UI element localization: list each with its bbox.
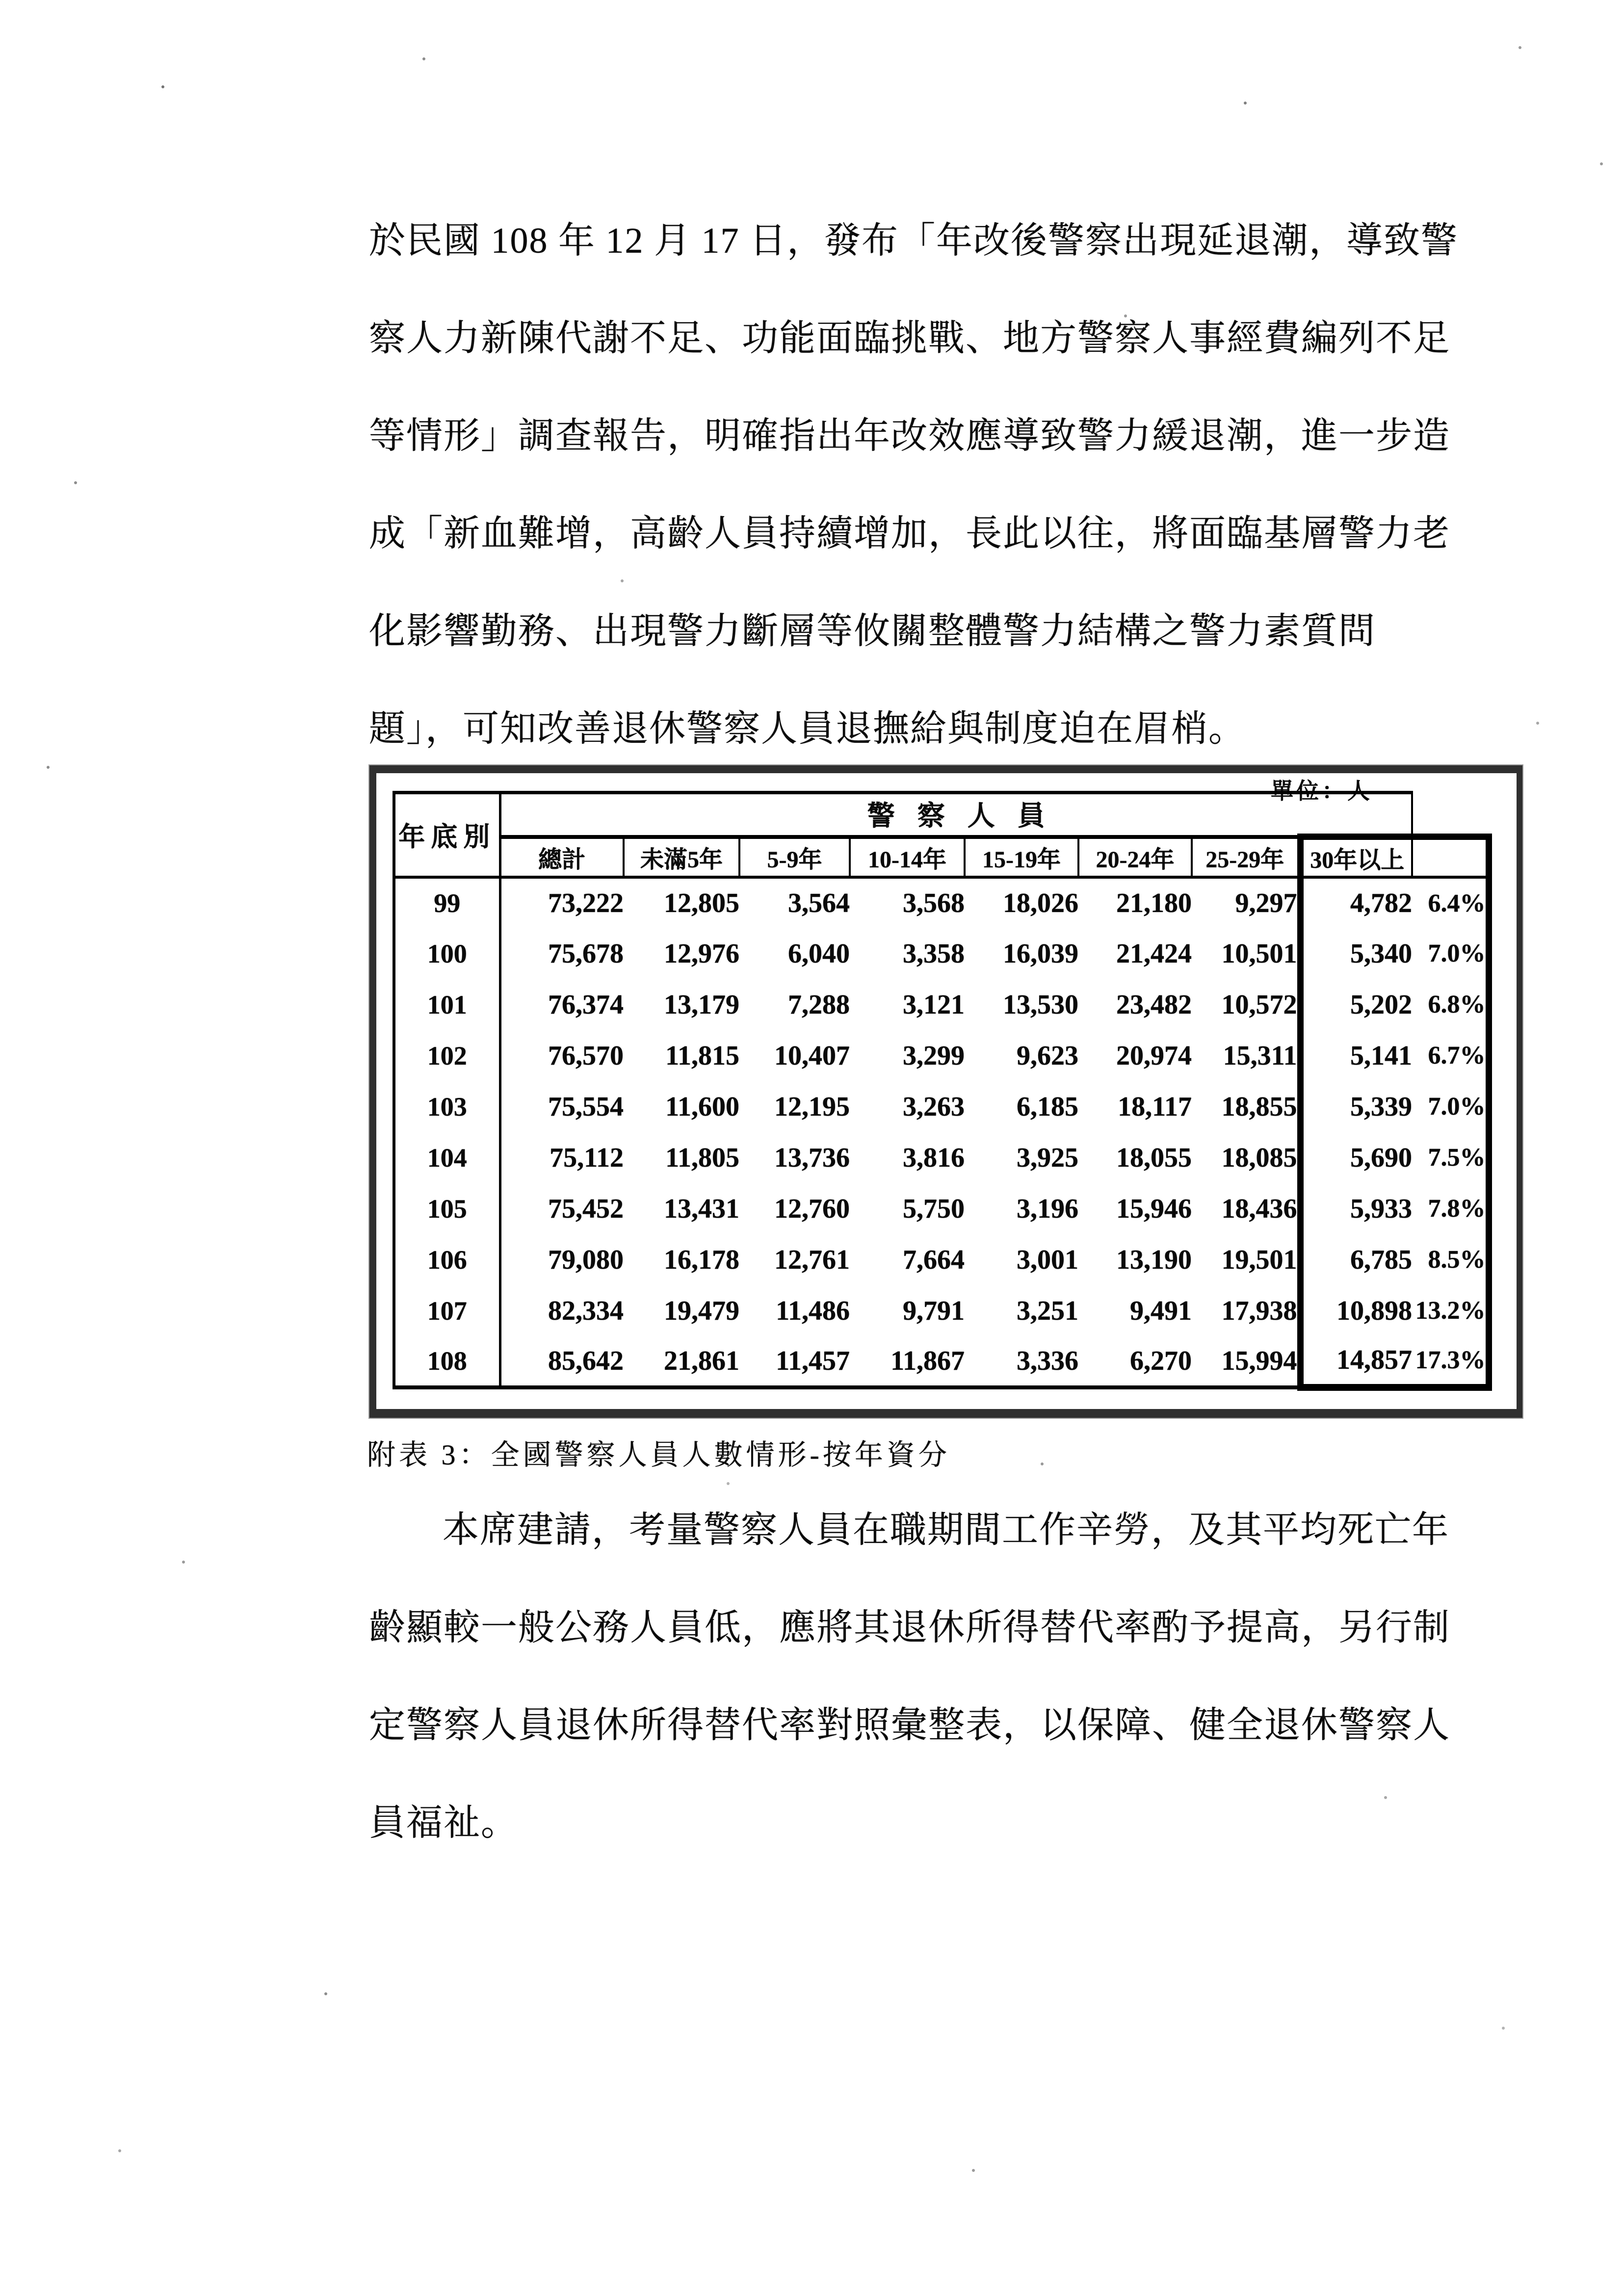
cell-value: 18,055 — [1116, 1142, 1192, 1173]
cell-value: 11,867 — [850, 1336, 965, 1387]
paragraph-line: 察人力新陳代謝不足、功能面臨挑戰、地方警察人事經費編列不足 — [369, 318, 1450, 359]
cell-value: 3,299 — [903, 1040, 965, 1071]
cell-30y-plus: 5,339 — [1300, 1081, 1412, 1132]
cell-value: 10,572 — [1221, 989, 1297, 1020]
cell-value: 3,568 — [903, 888, 965, 918]
cell-year: 99 — [394, 877, 500, 928]
cell-value: 11,486 — [776, 1295, 850, 1326]
cell-year: 100 — [394, 928, 500, 979]
cell-value: 10,501 — [1221, 938, 1297, 969]
paragraph-line: 成「新血難增，高齡人員持續增加，長此以往，將面臨基層警力老 — [369, 514, 1450, 554]
cell-value: 75,554 — [548, 1091, 624, 1122]
table-row — [394, 1183, 1489, 1234]
cell-value: 6,040 — [788, 938, 850, 969]
cell-value: 9,297 — [1235, 888, 1297, 918]
paragraph-line: 定警察人員退休所得替代率對照彙整表，以保障、健全退休警察人 — [369, 1705, 1450, 1746]
cell-value: 23,482 — [1116, 989, 1192, 1020]
cell-30y-plus: 14,857 — [1300, 1336, 1412, 1387]
cell-value: 75,678 — [548, 938, 624, 969]
cell-value: 10,407 — [774, 1040, 850, 1071]
table-row — [394, 979, 1489, 1030]
cell-percent: 7.8% — [1412, 1183, 1489, 1234]
cell-value: 5,750 — [903, 1193, 965, 1224]
cell-year: 104 — [394, 1132, 500, 1183]
table-row — [394, 1336, 1489, 1387]
cell-value: 11,805 — [665, 1142, 739, 1173]
cell-value: 3,358 — [903, 938, 965, 969]
cell-value: 12,760 — [774, 1193, 850, 1224]
cell-value: 73,222 — [548, 888, 624, 918]
paragraph-line: 於民國 108 年 12 月 17 日，發布「年改後警察出現延退潮，導致警 — [369, 221, 1458, 261]
cell-value: 82,334 — [548, 1295, 624, 1326]
cell-value: 21,424 — [1116, 938, 1192, 969]
cell-value: 6,185 — [1017, 1091, 1078, 1122]
cell-percent: 7.5% — [1412, 1132, 1489, 1183]
cell-value: 18,026 — [1003, 888, 1078, 918]
cell-value: 15,994 — [1192, 1336, 1300, 1387]
cell-value: 13,179 — [664, 989, 739, 1020]
table-row — [394, 1132, 1489, 1183]
cell-value: 13,736 — [774, 1142, 850, 1173]
cell-value: 75,452 — [548, 1193, 624, 1224]
cell-value: 11,815 — [665, 1040, 739, 1071]
cell-value: 18,085 — [1221, 1142, 1297, 1173]
col-header-15-19y: 15-19年 — [965, 837, 1078, 877]
paragraph-line: 等情形」調查報告，明確指出年改效應導致警力緩退潮，進一步造 — [369, 416, 1450, 456]
cell-value: 76,570 — [548, 1040, 624, 1071]
cell-30y-plus: 5,141 — [1300, 1030, 1412, 1081]
table-row — [394, 1285, 1489, 1336]
cell-value: 16,039 — [1003, 938, 1078, 969]
scan-noise — [0, 0, 2, 2]
cell-percent: 7.0% — [1412, 1081, 1489, 1132]
cell-value: 13,530 — [1003, 989, 1078, 1020]
cell-value: 19,479 — [664, 1295, 739, 1326]
paragraph-line: 齡顯較一般公務人員低，應將其退休所得替代率酌予提高，另行制 — [369, 1608, 1450, 1648]
paragraph-line: 化影響勤務、出現警力斷層等攸關整體警力結構之警力素質問 — [369, 611, 1376, 652]
col-header-30y-plus: 30年以上 — [1300, 837, 1412, 877]
cell-value: 18,436 — [1221, 1193, 1297, 1224]
cell-value: 9,491 — [1130, 1295, 1192, 1326]
cell-value: 79,080 — [548, 1244, 624, 1275]
cell-30y-plus: 5,933 — [1300, 1183, 1412, 1234]
cell-value: 19,501 — [1221, 1244, 1297, 1275]
cell-value: 3,263 — [903, 1091, 965, 1122]
cell-value: 16,178 — [664, 1244, 739, 1275]
cell-percent: 6.8% — [1412, 979, 1489, 1030]
cell-year: 107 — [394, 1285, 500, 1336]
cell-30y-plus: 10,898 — [1300, 1285, 1412, 1336]
cell-value: 6,270 — [1078, 1336, 1192, 1387]
table-header-row-1 — [394, 793, 1489, 837]
cell-value: 15,946 — [1116, 1193, 1192, 1224]
cell-value: 3,121 — [903, 989, 965, 1020]
col-header-percent-empty — [1412, 837, 1489, 877]
cell-30y-plus: 5,202 — [1300, 979, 1412, 1030]
table-body — [394, 877, 1489, 1387]
cell-value: 13,190 — [1116, 1244, 1192, 1275]
table-row — [394, 928, 1489, 979]
row-header-year-end: 年底別 — [394, 793, 500, 877]
cell-value: 75,112 — [550, 1142, 624, 1173]
cell-year: 101 — [394, 979, 500, 1030]
col-header-5-9y: 5-9年 — [739, 837, 850, 877]
cell-value: 3,816 — [903, 1142, 965, 1173]
cell-percent: 17.3% — [1412, 1336, 1489, 1387]
cell-30y-plus: 6,785 — [1300, 1234, 1412, 1285]
cell-value: 9,623 — [1017, 1040, 1078, 1071]
cell-percent: 8.5% — [1412, 1234, 1489, 1285]
col-header-total: 總計 — [500, 837, 624, 877]
cell-value: 17,938 — [1221, 1295, 1297, 1326]
col-header-under-5y: 未滿5年 — [624, 837, 739, 877]
cell-percent: 6.7% — [1412, 1030, 1489, 1081]
cell-value: 9,791 — [903, 1295, 965, 1326]
header-top-spacer — [1412, 793, 1489, 837]
cell-percent: 13.2% — [1412, 1285, 1489, 1336]
cell-year: 106 — [394, 1234, 500, 1285]
paragraph-line: 題」，可知改善退休警察人員退撫給與制度迫在眉梢。 — [369, 709, 1246, 749]
personnel-table — [393, 791, 1492, 1391]
cell-year: 103 — [394, 1081, 500, 1132]
table-row — [394, 1234, 1489, 1285]
cell-value: 12,761 — [774, 1244, 850, 1275]
cell-value: 20,974 — [1116, 1040, 1192, 1071]
table-caption: 附表 3：全國警察人員人數情形-按年資分 — [367, 1439, 950, 1471]
cell-value: 3,925 — [1017, 1142, 1078, 1173]
cell-30y-plus: 4,782 — [1300, 877, 1412, 928]
group-header-police-personnel: 警察人員 — [500, 793, 1412, 837]
cell-30y-plus: 5,690 — [1300, 1132, 1412, 1183]
paragraph-2 — [369, 1482, 1512, 1872]
personnel-table-frame — [369, 765, 1522, 1418]
cell-value: 85,642 — [500, 1336, 624, 1387]
cell-year: 105 — [394, 1183, 500, 1234]
cell-value: 18,855 — [1221, 1091, 1297, 1122]
table-row — [394, 1081, 1489, 1132]
unit-label: 單位：人 — [1271, 779, 1373, 804]
cell-value: 13,431 — [664, 1193, 739, 1224]
cell-value: 18,117 — [1118, 1091, 1192, 1122]
cell-value: 21,861 — [624, 1336, 739, 1387]
cell-value: 3,564 — [788, 888, 850, 918]
paragraph-line: 員福祉。 — [369, 1803, 518, 1843]
table-row — [394, 877, 1489, 928]
cell-value: 7,288 — [788, 989, 850, 1020]
col-header-20-24y: 20-24年 — [1078, 837, 1192, 877]
cell-value: 12,976 — [664, 938, 739, 969]
cell-percent: 7.0% — [1412, 928, 1489, 979]
cell-value: 3,251 — [1017, 1295, 1078, 1326]
cell-value: 15,311 — [1223, 1040, 1297, 1071]
cell-year: 108 — [394, 1336, 500, 1387]
table-header-row-2 — [394, 837, 1489, 877]
col-header-10-14y: 10-14年 — [850, 837, 965, 877]
cell-value: 76,374 — [548, 989, 624, 1020]
cell-value: 7,664 — [903, 1244, 965, 1275]
cell-30y-plus: 5,340 — [1300, 928, 1412, 979]
paragraph-line: 本席建請，考量警察人員在職期間工作辛勞，及其平均死亡年 — [443, 1510, 1449, 1550]
cell-value: 3,196 — [1017, 1193, 1078, 1224]
cell-value: 3,336 — [965, 1336, 1078, 1387]
cell-value: 3,001 — [1017, 1244, 1078, 1275]
cell-value: 12,195 — [774, 1091, 850, 1122]
paragraph-1 — [369, 192, 1512, 778]
col-header-25-29y: 25-29年 — [1192, 837, 1300, 877]
cell-value: 21,180 — [1116, 888, 1192, 918]
cell-percent: 6.4% — [1412, 877, 1489, 928]
table-row — [394, 1030, 1489, 1081]
cell-value: 11,457 — [739, 1336, 850, 1387]
cell-value: 11,600 — [665, 1091, 739, 1122]
cell-year: 102 — [394, 1030, 500, 1081]
cell-value: 12,805 — [664, 888, 739, 918]
